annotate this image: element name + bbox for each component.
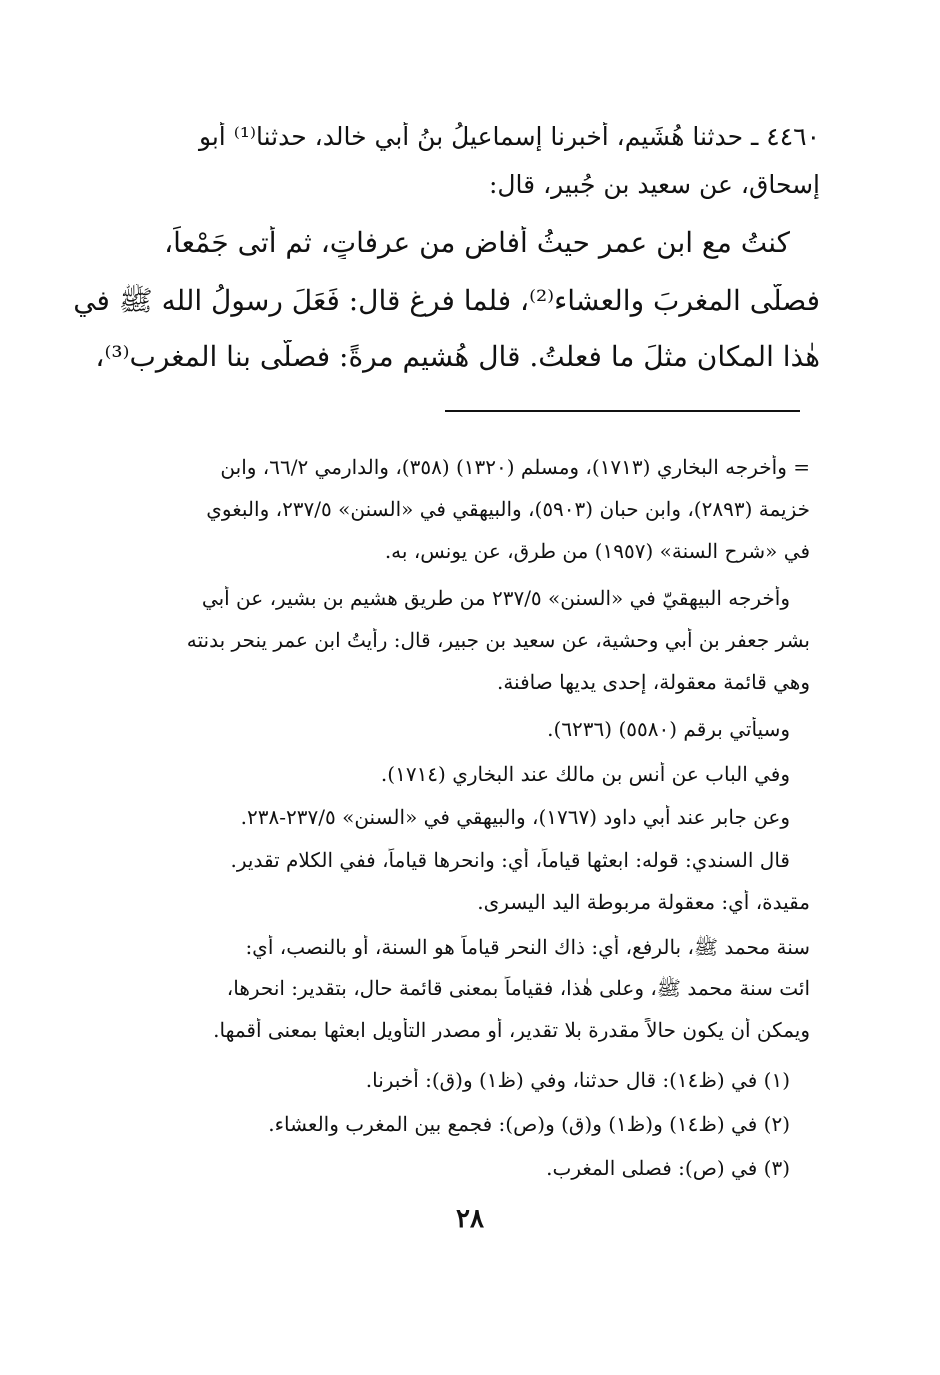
footnote-line: = وأخرجه البخاري (١٧١٣)، ومسلم (١٣٢٠) (٣٥٨)، والدارمي ٦٦/٢، وابن bbox=[220, 455, 810, 479]
footnote-line: سنة محمد ﷺ، بالرفع، أي: ذاك النحر قياماً هو السنة، أو بالنصب، أي: bbox=[245, 935, 810, 959]
footnote-note-1: (١) في (ظ١٤): قال حدثنا، وفي (ظ١) و(ق): أخبرنا. bbox=[365, 1068, 790, 1092]
footnote-line: وسيأتي برقم (٥٥٨٠) (٦٢٣٦). bbox=[547, 717, 790, 741]
footnote-line: مقيدة، أي: معقولة مربوطة اليد اليسرى. bbox=[477, 890, 810, 914]
footnote-line: ائت سنة محمد ﷺ، وعلى هٰذا، فقياماً بمعنى قائمة حال، بتقدير: انحرها، bbox=[226, 976, 810, 1000]
page-number: ٢٨ bbox=[456, 1204, 484, 1234]
footnote-line: وفي الباب عن أنس بن مالك عند البخاري (١٧١٤). bbox=[380, 762, 790, 786]
footnote-line: وعن جابر عند أبي داود (١٧٦٧)، والبيهقي في «السنن» ٢٣٧/٥-٢٣٨. bbox=[240, 805, 790, 829]
footnote-line: خزيمة (٢٨٩٣)، وابن حبان (٥٩٠٣)، والبيهقي في «السنن» ٢٣٧/٥، والبغوي bbox=[206, 497, 810, 521]
footnote-line: وأخرجه البيهقيّ في «السنن» ٢٣٧/٥ من طريق هشيم بن بشير، عن أبي bbox=[201, 586, 790, 610]
footnote-line: وهي قائمة معقولة، إحدى يديها صافنة. bbox=[496, 670, 810, 694]
matn-line: فصلَّى المغربَ والعشاء⁽²⁾، فلما فرغ قال: فَعَلَ رسولُ الله ﷺ في bbox=[73, 284, 820, 317]
isnad-line: ٤٤٦٠ ـ حدثنا هُشَيم، أخبرنا إسماعيلُ بنُ أبي خالد، حدثنا⁽¹⁾ أبو bbox=[198, 122, 820, 151]
footnote-line: بشر جعفر بن أبي وحشية، عن سعيد بن جبير، قال: رأيتُ ابن عمر ينحر بدنته bbox=[186, 628, 810, 652]
matn-line: كنتُ مع ابن عمر حيثُ أفاض من عرفاتٍ، ثم أتى جَمْعاً، bbox=[164, 226, 790, 259]
isnad-line: إسحاق، عن سعيد بن جُبير، قال: bbox=[488, 170, 820, 199]
footnote-line: ويمكن أن يكون حالاً مقدرة بلا تقدير، أو مصدر التأويل ابعثها بمعنى أقمها. bbox=[213, 1018, 810, 1042]
footnote-separator bbox=[445, 410, 800, 412]
footnote-line: قال السندي: قوله: ابعثها قياماً، أي: وانحرها قياماً، ففي الكلام تقدير. bbox=[230, 848, 790, 872]
footnote-note-3: (٣) في (ص): فصلى المغرب. bbox=[546, 1156, 790, 1180]
matn-line: هٰذا المكان مثلَ ما فعلتُ. قال هُشيم مرةً: فصلَّى بنا المغرب⁽³⁾، bbox=[95, 340, 820, 373]
footnote-line: في «شرح السنة» (١٩٥٧) من طرق، عن يونس، به. bbox=[384, 539, 810, 563]
footnote-note-2: (٢) في (ظ١٤) و(ظ١) و(ق) و(ص): فجمع بين المغرب والعشاء. bbox=[268, 1112, 790, 1136]
